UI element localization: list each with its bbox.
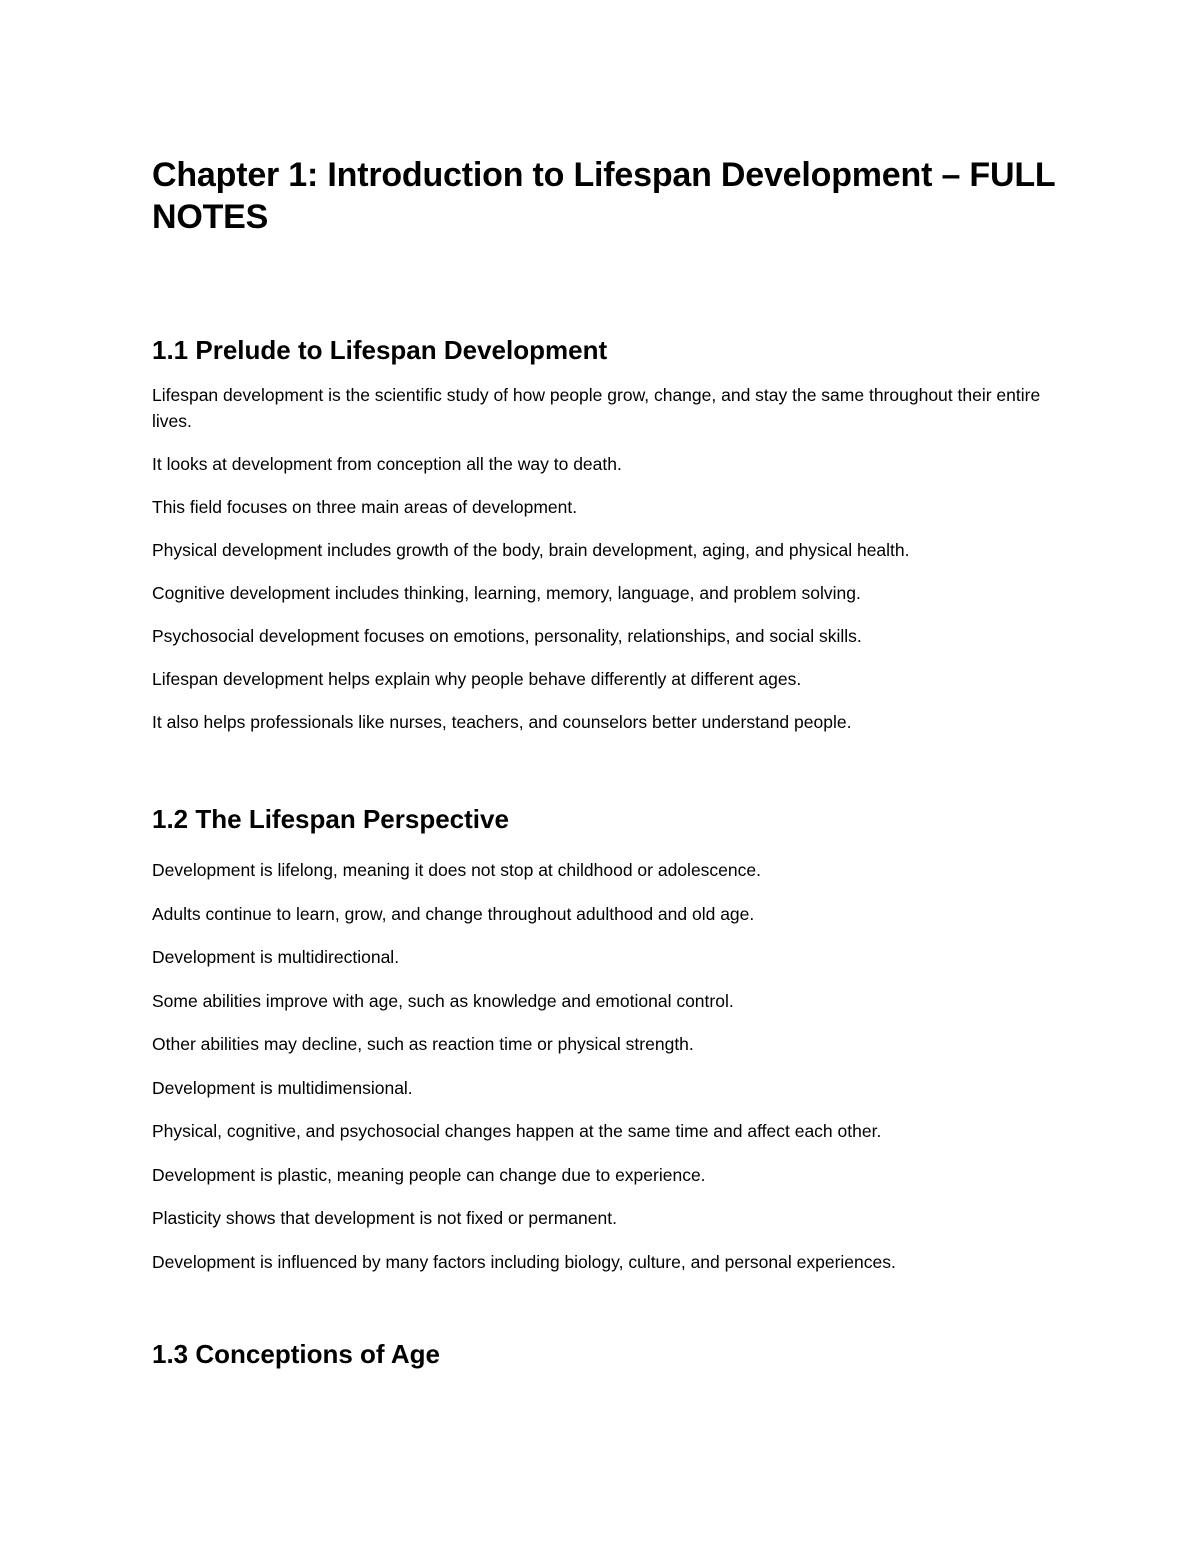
paragraph: It looks at development from conception all the way to death. <box>152 454 622 474</box>
paragraph: Development is multidimensional. <box>152 1077 413 1098</box>
paragraph: Plasticity shows that development is not fixed or permanent. <box>152 1208 617 1228</box>
paragraph: Adults continue to learn, grow, and change throughout adulthood and old age. <box>152 903 755 924</box>
paragraph: Lifespan development is the scientific study of how people grow, change, and stay the same throughout their entire lives. <box>152 385 1041 431</box>
section-heading-1-1: 1.1 Prelude to Lifespan Development <box>152 335 608 365</box>
paragraph: This field focuses on three main areas of development. <box>152 497 578 517</box>
paragraph: Psychosocial development focuses on emotions, personality, relationships, and social skills. <box>152 626 862 646</box>
paragraph: Development is lifelong, meaning it does not stop at childhood or adolescence. <box>152 860 761 880</box>
section-heading-1-3: 1.3 Conceptions of Age <box>152 1338 440 1369</box>
section-heading-1-2: 1.2 The Lifespan Perspective <box>152 804 509 834</box>
section-body-1-1 <box>152 382 1062 735</box>
paragraph: It also helps professionals like nurses, teachers, and counselors better understand people. <box>152 712 852 732</box>
paragraph: Development is multidirectional. <box>152 947 400 967</box>
paragraph: Some abilities improve with age, such as knowledge and emotional control. <box>152 990 734 1011</box>
paragraph: Other abilities may decline, such as reaction time or physical strength. <box>152 1034 694 1054</box>
document-title: Chapter 1: Introduction to Lifespan Development – FULL NOTES <box>152 156 1055 236</box>
document-content <box>152 154 1062 1370</box>
paragraph: Development is influenced by many factors including biology, culture, and personal experiences. <box>152 1251 896 1272</box>
section-body-1-2 <box>152 857 1062 1275</box>
paragraph: Physical development includes growth of the body, brain development, aging, and physical health. <box>152 540 910 560</box>
paragraph: Physical, cognitive, and psychosocial changes happen at the same time and affect each other. <box>152 1121 882 1141</box>
paragraph: Lifespan development helps explain why people behave differently at different ages. <box>152 669 802 689</box>
paragraph: Development is plastic, meaning people can change due to experience. <box>152 1164 706 1185</box>
paragraph: Cognitive development includes thinking, learning, memory, language, and problem solving. <box>152 583 861 603</box>
